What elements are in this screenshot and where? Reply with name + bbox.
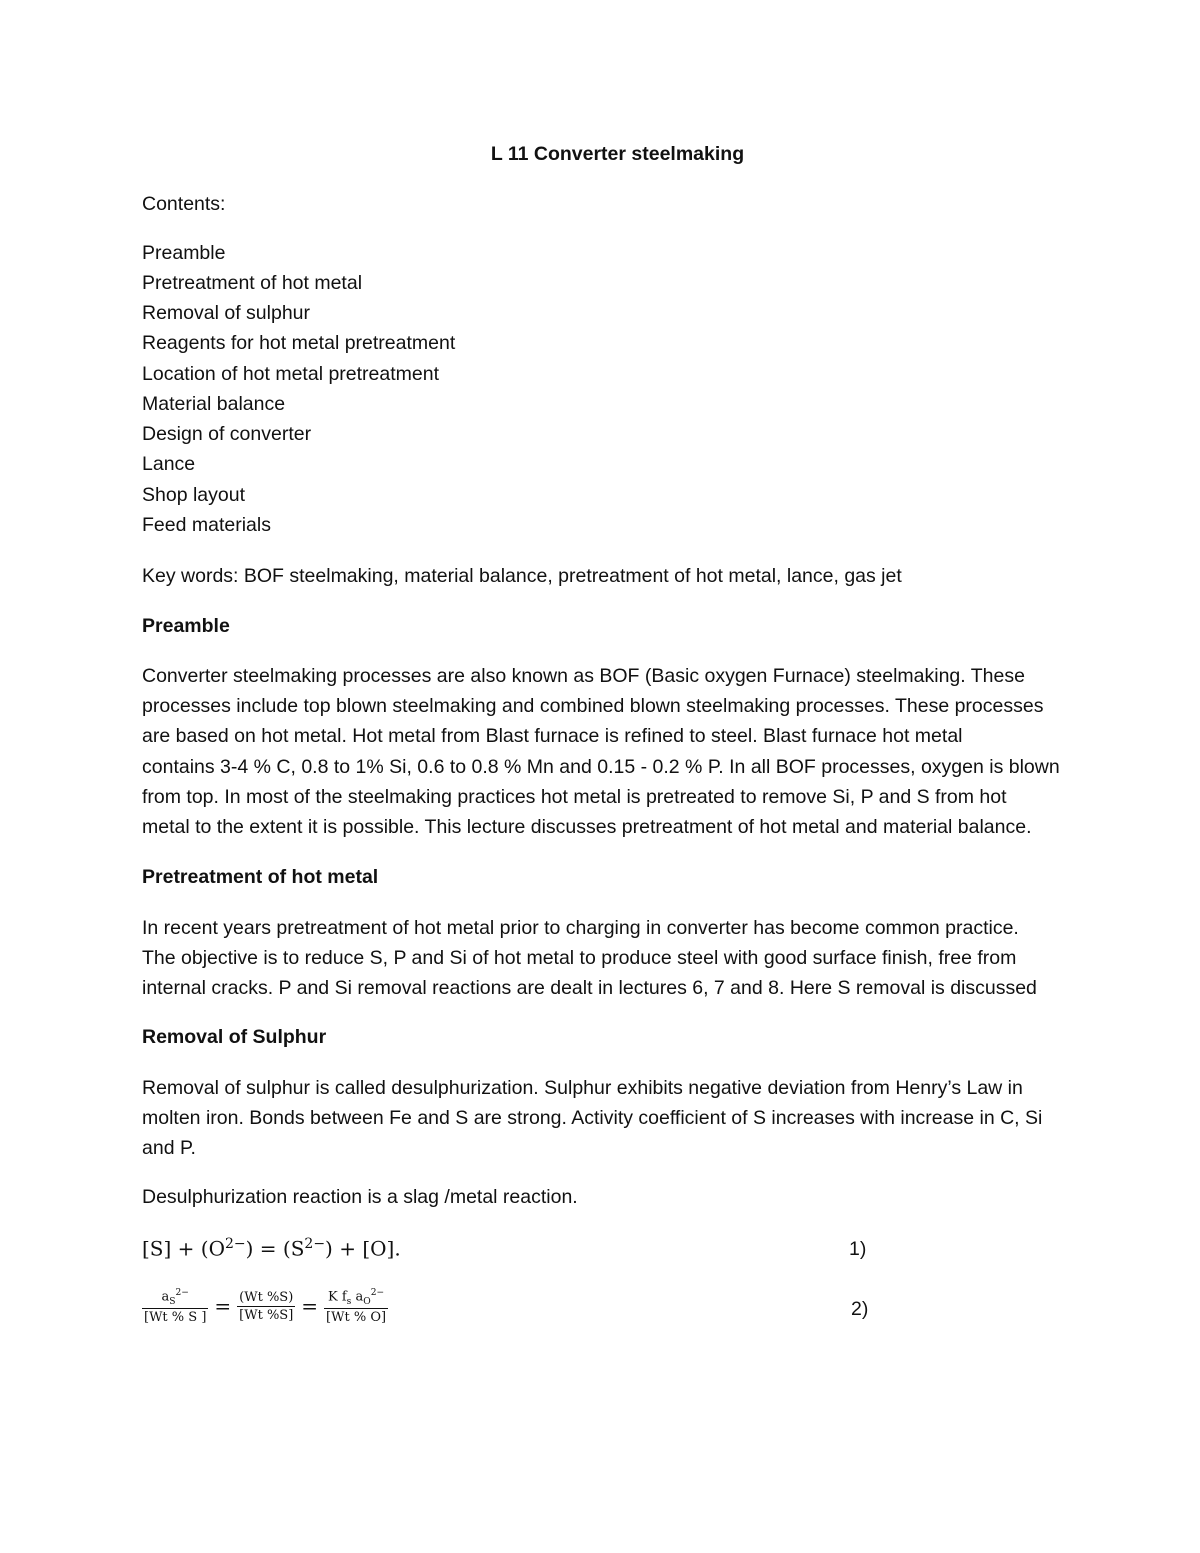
keywords-line: Key words: BOF steelmaking, material balance, pretreatment of hot metal, lance, gas jet <box>142 565 902 587</box>
paragraph-line: molten iron. Bonds between Fe and S are strong. Activity coefficient of S increases with increase in C, Si <box>142 1107 1043 1130</box>
fraction-denominator: [Wt %S] <box>239 1307 294 1323</box>
fraction-numerator: $a_S^{2-}$ <box>142 1288 208 1309</box>
paragraph-line: Converter steelmaking processes are also known as BOF (Basic oxygen Furnace) steelmaking. These <box>142 665 1025 687</box>
toc-item: Feed materials <box>142 514 271 536</box>
equals-sign: = <box>214 1294 232 1319</box>
paragraph-line: contains 3-4 % C, 0.8 to 1% Si, 0.6 to 0.8 % Mn and 0.15 - 0.2 % P. In all BOF processes, oxygen is blown <box>142 755 1060 778</box>
equation-number-2: 2) <box>851 1298 869 1320</box>
paragraph-line: Removal of sulphur is called desulphurization. Sulphur exhibits negative deviation from Henry’s Law in <box>142 1077 1023 1099</box>
toc-item: Design of converter <box>142 423 312 445</box>
paragraph-line: are based on hot metal. Hot metal from Blast furnace is refined to steel. Blast furnace hot metal <box>142 725 963 748</box>
equals-sign: = <box>301 1294 319 1319</box>
toc-item: Material balance <box>142 393 286 415</box>
toc-item: Preamble <box>142 242 226 264</box>
section-heading-sulphur: Removal of Sulphur <box>142 1026 327 1048</box>
paragraph-line: The objective is to reduce S, P and Si of hot metal to produce steel with good surface finish, free from <box>142 947 1017 970</box>
fraction-denominator: [Wt % S ] <box>144 1309 207 1325</box>
toc-item: Shop layout <box>142 484 245 506</box>
paragraph-line: internal cracks. P and Si removal reactions are dealt in lectures 6, 7 and 8. Here S removal is discussed <box>142 977 1037 1000</box>
section-heading-preamble: Preamble <box>142 615 230 637</box>
fraction-wt-ratio <box>237 1290 295 1323</box>
sulphur-paragraph <box>142 1073 1062 1164</box>
equation-superscript: 2− <box>224 1236 246 1252</box>
equation-superscript: 2− <box>304 1236 326 1252</box>
reaction-intro: Desulphurization reaction is a slag /metal reaction. <box>142 1186 578 1208</box>
pretreatment-paragraph <box>142 913 1062 1004</box>
paragraph-line: In recent years pretreatment of hot metal prior to charging in converter has become common practice. <box>142 917 1019 939</box>
toc-item: Reagents for hot metal pretreatment <box>142 332 456 354</box>
contents-label: Contents: <box>142 193 226 215</box>
toc-item: Pretreatment of hot metal <box>142 272 363 294</box>
toc-item: Location of hot metal pretreatment <box>142 363 440 385</box>
fraction-numerator: K $f_s$ $a_O^{2-}$ <box>324 1288 388 1309</box>
fraction-denominator: [Wt % O] <box>326 1309 387 1325</box>
equation-text: ) + [O]. <box>325 1236 401 1261</box>
equation-number-1: 1) <box>849 1238 867 1260</box>
paragraph-line: metal to the extent it is possible. This lecture discusses pretreatment of hot metal and material balance. <box>142 816 1032 839</box>
equation-2 <box>142 1288 388 1325</box>
toc-item: Lance <box>142 453 196 475</box>
toc-item: Removal of sulphur <box>142 302 310 324</box>
equation-1 <box>142 1236 401 1261</box>
page-title: L 11 Converter steelmaking <box>490 143 745 165</box>
preamble-paragraph <box>142 661 1062 842</box>
fraction-equilibrium <box>324 1288 388 1325</box>
fraction-numerator: (Wt %S) <box>239 1289 294 1305</box>
paragraph-line: from top. In most of the steelmaking practices hot metal is pretreated to remove Si, P and S from hot <box>142 785 1007 808</box>
paragraph-line: and P. <box>142 1137 196 1160</box>
equation-text: [S] + (O <box>142 1236 225 1261</box>
section-heading-pretreatment: Pretreatment of hot metal <box>142 866 379 888</box>
equation-text: ) = (S <box>245 1236 305 1261</box>
fraction-activity <box>142 1288 208 1325</box>
paragraph-line: processes include top blown steelmaking and combined blown steelmaking processes. These processes <box>142 695 1044 718</box>
